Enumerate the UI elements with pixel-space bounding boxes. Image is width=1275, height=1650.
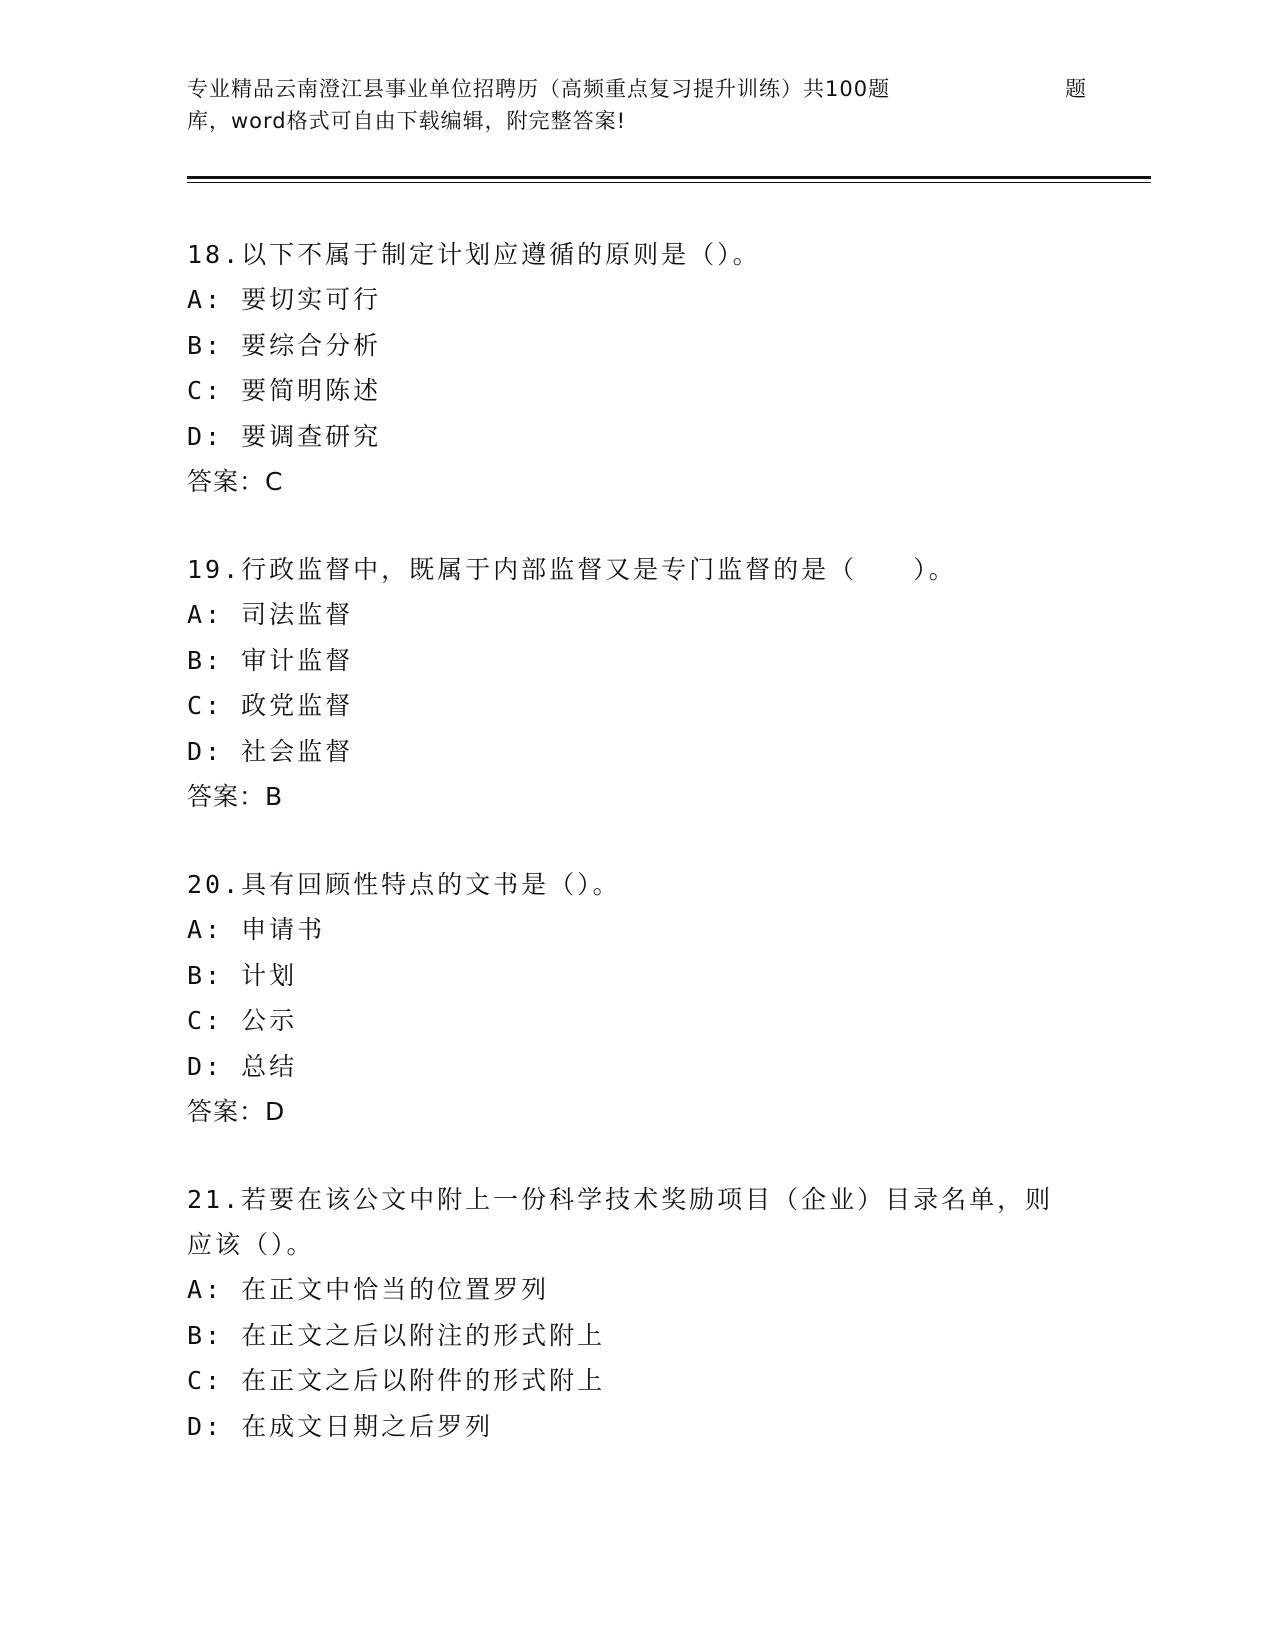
answer-line: 答案：C — [187, 467, 284, 496]
option-a: A: 申请书 — [187, 915, 326, 944]
question-stem: 21.若要在该公文中附上一份科学技术奖励项目（企业）目录名单，则应该（）。 — [187, 1185, 1054, 1259]
document-header — [187, 73, 1087, 137]
question-19 — [187, 547, 1087, 819]
header-line-2: 库，word格式可自由下载编辑，附完整答案! — [187, 109, 627, 133]
option-a: A: 司法监督 — [187, 600, 354, 629]
header-divider-thin — [187, 182, 1151, 183]
option-d: D: 要调查研究 — [187, 421, 382, 451]
option-c: C: 在正文之后以附件的形式附上 — [187, 1366, 606, 1395]
option-b: B: 审计监督 — [187, 645, 354, 675]
header-title-text: 专业精品云南澄江县事业单位招聘历（高频重点复习提升训练）共100题 — [187, 77, 891, 101]
option-c: C: 政党监督 — [187, 691, 354, 720]
question-21 — [187, 1177, 1087, 1449]
option-b: B: 在正文之后以附注的形式附上 — [187, 1320, 606, 1350]
header-divider-thick — [187, 176, 1151, 179]
answer-line: 答案：D — [187, 1097, 286, 1126]
question-stem: 18.以下不属于制定计划应遵循的原则是（）。 — [187, 240, 761, 269]
answer-line: 答案：B — [187, 782, 284, 811]
header-title-tail: 题 — [1065, 77, 1087, 101]
option-b: B: 计划 — [187, 960, 298, 990]
option-d: D: 社会监督 — [187, 736, 354, 766]
option-c: C: 要简明陈述 — [187, 376, 382, 405]
option-a: A: 要切实可行 — [187, 285, 382, 314]
option-b: B: 要综合分析 — [187, 330, 382, 360]
header-line-1 — [187, 73, 1087, 105]
question-stem: 19.行政监督中，既属于内部监督又是专门监督的是（ ）。 — [187, 555, 957, 584]
option-a: A: 在正文中恰当的位置罗列 — [187, 1275, 550, 1304]
option-c: C: 公示 — [187, 1006, 298, 1035]
question-18 — [187, 232, 1087, 504]
question-stem: 20.具有回顾性特点的文书是（）。 — [187, 870, 621, 899]
option-d: D: 总结 — [187, 1051, 298, 1081]
question-20 — [187, 862, 1087, 1134]
option-d: D: 在成文日期之后罗列 — [187, 1411, 494, 1441]
